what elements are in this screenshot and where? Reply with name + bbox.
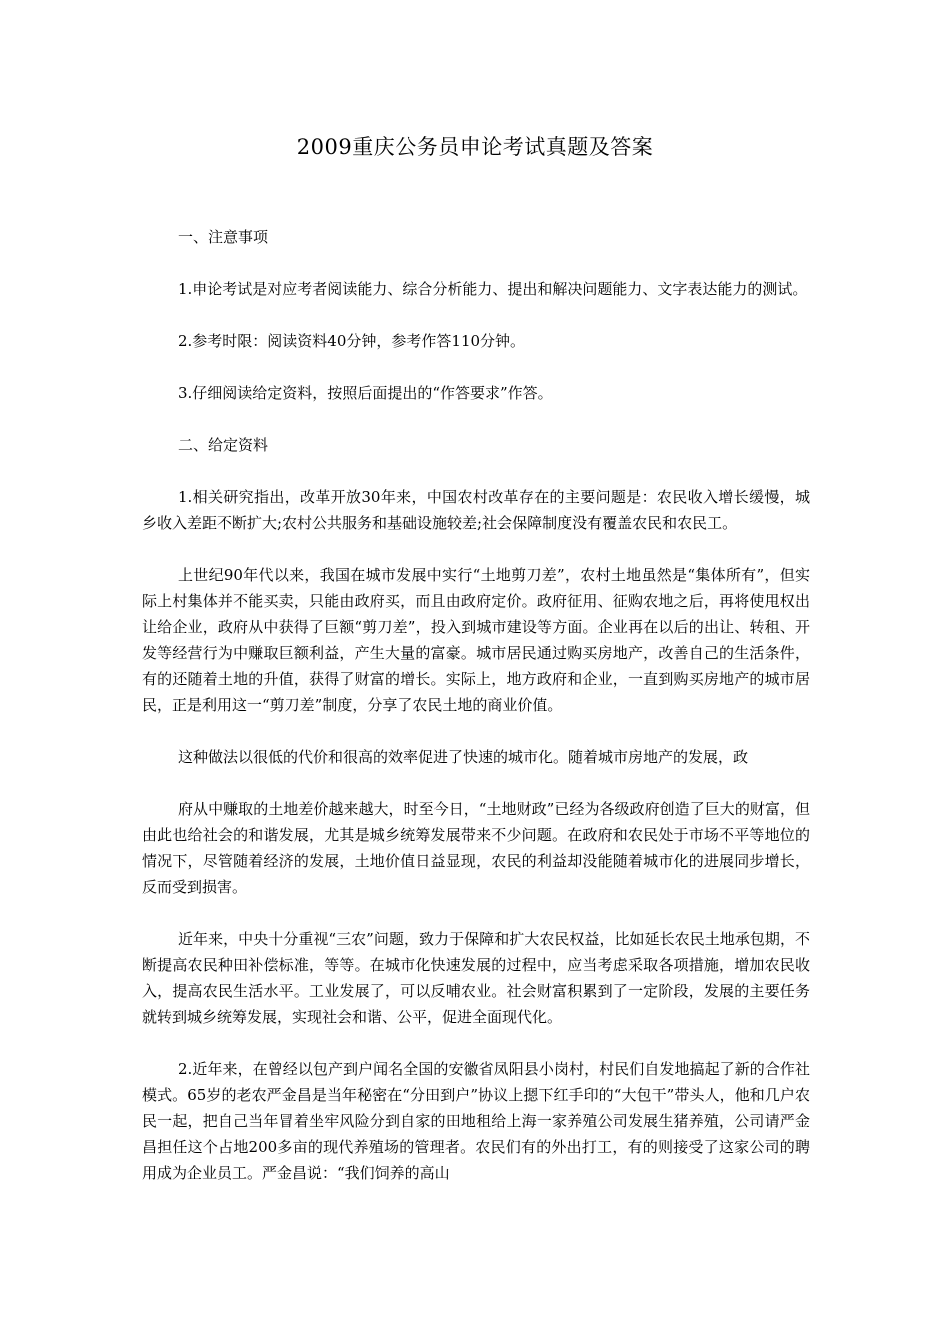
- paragraph: 2.近年来，在曾经以包产到户闻名全国的安徽省凤阳县小岗村，村民们自发地搞起了新的合作社模式。65岁的老农严金昌是当年秘密在“分田到户”协议上摁下红手印的“大包干”带头人，他和几户农民一起，把自己当年冒着坐牢风险分到自家的田地租给上海一家养殖公司发展生猪养殖，公司请严金昌担任这个占地200多亩的现代养殖场的管理者。农民们有的外出打工，有的则接受了这家公司的聘用成为企业员工。严金昌说：“我们饲养的高山: [142, 1060, 810, 1182]
- paragraph: 近年来，中央十分重视“三农”问题，致力于保障和扩大农民权益，比如延长农民土地承包期，不断提高农民种田补偿标准，等等。在城市化快速发展的过程中，应当考虑采取各项措施，增加农民收入，提高农民生活水平。工业发展了，可以反哺农业。社会财富积累到了一定阶段，发展的主要任务就转到城乡统筹发展，实现社会和谐、公平，促进全面现代化。: [142, 930, 810, 1026]
- paragraph: 3.仔细阅读给定资料，按照后面提出的“作答要求”作答。: [178, 384, 553, 402]
- paragraph: 府从中赚取的土地差价越来越大，时至今日，“土地财政”已经为各级政府创造了巨大的财富，但由此也给社会的和谐发展，尤其是城乡统筹发展带来不少问题。在政府和农民处于市场不平等地位的情况下，尽管随着经济的发展，土地价值日益显现，农民的利益却没能随着城市化的进展同步增长，反而受到损害。: [142, 800, 810, 896]
- section-heading-notes: 一、注意事项: [178, 228, 269, 246]
- paragraph: 这种做法以很低的代价和很高的效率促进了快速的城市化。随着城市房地产的发展，政: [178, 748, 749, 766]
- paragraph: 1.申论考试是对应考者阅读能力、综合分析能力、提出和解决问题能力、文字表达能力的测试。: [178, 280, 808, 298]
- document-title: 2009重庆公务员申论考试真题及答案: [296, 135, 654, 159]
- paragraph: 1.相关研究指出，改革开放30年来，中国农村改革存在的主要问题是：农民收入增长缓慢，城乡收入差距不断扩大;农村公共服务和基础设施较差;社会保障制度没有覆盖农民和农民工。: [142, 488, 810, 532]
- paragraph: 2.参考时限：阅读资料40分钟，参考作答110分钟。: [178, 332, 526, 350]
- paragraph: 上世纪90年代以来，我国在城市发展中实行“土地剪刀差”，农村土地虽然是“集体所有”，但实际上村集体并不能买卖，只能由政府买，而且由政府定价。政府征用、征购农地之后，再将使甩权出让给企业，政府从中获得了巨额“剪刀差”，投入到城市建设等方面。企业再在以后的出让、转租、开发等经营行为中赚取巨额利益，产生大量的富豪。城市居民通过购买房地产，改善自己的生活条件，有的还随着土地的升值，获得了财富的增长。实际上，地方政府和企业，一直到购买房地产的城市居民，正是利用这一“剪刀差”制度，分享了农民土地的商业价值。: [142, 566, 810, 714]
- section-heading-materials: 二、给定资料: [178, 436, 269, 454]
- document-body: [142, 224, 810, 1212]
